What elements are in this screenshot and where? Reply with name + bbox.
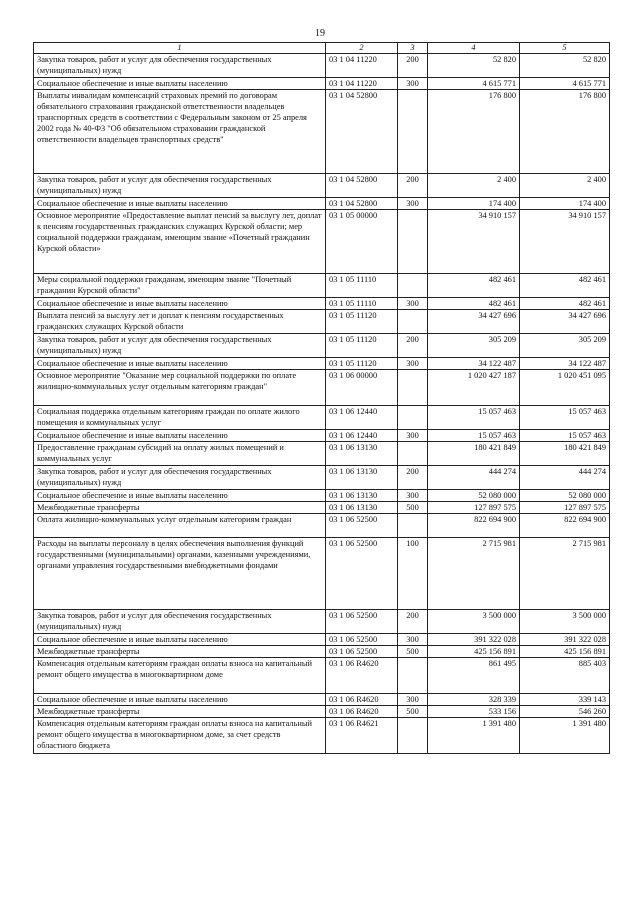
row-expense-type	[398, 442, 428, 466]
row-value-col5: 1 020 451 095	[520, 370, 610, 406]
row-expense-type: 300	[398, 358, 428, 370]
table-row	[34, 694, 610, 706]
row-expense-type: 300	[398, 298, 428, 310]
row-expense-type: 100	[398, 538, 428, 610]
row-value-col5: 15 057 463	[520, 430, 610, 442]
table-row	[34, 706, 610, 718]
page-number: 19	[315, 28, 325, 39]
header-col-4: 4	[428, 43, 520, 54]
row-code: 03 1 06 12440	[326, 406, 398, 430]
row-value-col5: 15 057 463	[520, 406, 610, 430]
row-value-col4: 15 057 463	[428, 430, 520, 442]
row-name: Социальное обеспечение и иные выплаты населению	[34, 430, 326, 442]
row-value-col5: 52 820	[520, 54, 610, 78]
row-value-col4: 1 020 427 187	[428, 370, 520, 406]
row-name: Межбюджетные трансферты	[34, 706, 326, 718]
row-value-col4: 34 910 157	[428, 210, 520, 274]
row-value-col5: 546 260	[520, 706, 610, 718]
table-row	[34, 442, 610, 466]
row-name: Закупка товаров, работ и услуг для обеспечения государственных (муниципальных) нужд	[34, 334, 326, 358]
row-code: 03 1 06 00000	[326, 370, 398, 406]
header-col-5: 5	[520, 43, 610, 54]
row-name: Социальное обеспечение и иные выплаты населению	[34, 694, 326, 706]
table-row	[34, 210, 610, 274]
table-row	[34, 610, 610, 634]
table-row	[34, 370, 610, 406]
row-code: 03 1 06 52500	[326, 538, 398, 610]
row-value-col5: 34 427 696	[520, 310, 610, 334]
row-value-col5: 52 080 000	[520, 490, 610, 502]
row-expense-type	[398, 274, 428, 298]
row-value-col4: 3 500 000	[428, 610, 520, 634]
table-row	[34, 466, 610, 490]
table-row	[34, 646, 610, 658]
row-code: 03 1 04 11220	[326, 54, 398, 78]
table-row	[34, 334, 610, 358]
row-name: Компенсация отдельным категориям граждан оплаты взноса на капитальный ремонт общего имущества в многоквартирном доме, за счет средств областного бюджета	[34, 718, 326, 754]
row-code: 03 1 06 R4621	[326, 718, 398, 754]
table-row	[34, 538, 610, 610]
row-expense-type: 200	[398, 174, 428, 198]
row-value-col4: 533 156	[428, 706, 520, 718]
row-value-col5: 444 274	[520, 466, 610, 490]
row-value-col5: 425 156 891	[520, 646, 610, 658]
row-code: 03 1 06 R4620	[326, 658, 398, 694]
row-value-col5: 339 143	[520, 694, 610, 706]
table-row	[34, 174, 610, 198]
table-row	[34, 406, 610, 430]
row-code: 03 1 06 52500	[326, 646, 398, 658]
row-name: Социальное обеспечение и иные выплаты населению	[34, 78, 326, 90]
row-code: 03 1 04 52800	[326, 174, 398, 198]
table-row	[34, 718, 610, 754]
row-code: 03 1 04 52800	[326, 198, 398, 210]
row-value-col4: 174 400	[428, 198, 520, 210]
row-name: Основное мероприятие "Оказание мер социальной поддержки по оплате жилищно-коммунальных услуг отдельным категориям граждан"	[34, 370, 326, 406]
table-row	[34, 274, 610, 298]
budget-table	[33, 42, 610, 754]
row-value-col4: 2 715 981	[428, 538, 520, 610]
row-value-col4: 34 122 487	[428, 358, 520, 370]
row-value-col4: 328 339	[428, 694, 520, 706]
row-expense-type: 500	[398, 502, 428, 514]
row-value-col4: 305 209	[428, 334, 520, 358]
table-row	[34, 90, 610, 174]
row-value-col5: 3 500 000	[520, 610, 610, 634]
row-code: 03 1 06 13130	[326, 490, 398, 502]
row-name: Компенсация отдельным категориям граждан оплаты взноса на капитальный ремонт общего имущества в многоквартирном доме	[34, 658, 326, 694]
row-value-col4: 2 400	[428, 174, 520, 198]
row-expense-type	[398, 406, 428, 430]
row-name: Социальное обеспечение и иные выплаты населению	[34, 490, 326, 502]
row-expense-type	[398, 310, 428, 334]
table-row	[34, 502, 610, 514]
table-row	[34, 658, 610, 694]
row-code: 03 1 06 R4620	[326, 706, 398, 718]
row-expense-type: 500	[398, 706, 428, 718]
row-value-col5: 34 910 157	[520, 210, 610, 274]
table-row	[34, 54, 610, 78]
row-name: Социальное обеспечение и иные выплаты населению	[34, 358, 326, 370]
row-name: Выплаты инвалидам компенсаций страховых премий по договорам обязательного страхования гражданской ответственности владельцев транспортных средств в соответствии с Федеральным законом от 25 апреля 2002 года № 40-ФЗ "Об обязательном страховании гражданской ответственности владельцев транспортных средств"	[34, 90, 326, 174]
row-value-col5: 2 715 981	[520, 538, 610, 610]
row-value-col5: 482 461	[520, 274, 610, 298]
row-expense-type	[398, 718, 428, 754]
table-row	[34, 310, 610, 334]
row-code: 03 1 06 13130	[326, 442, 398, 466]
row-value-col4: 482 461	[428, 274, 520, 298]
row-value-col4: 34 427 696	[428, 310, 520, 334]
table-row	[34, 514, 610, 538]
row-value-col4: 52 080 000	[428, 490, 520, 502]
row-value-col4: 425 156 891	[428, 646, 520, 658]
row-value-col5: 176 800	[520, 90, 610, 174]
header-col-1: 1	[34, 43, 326, 54]
row-expense-type: 300	[398, 694, 428, 706]
row-expense-type	[398, 90, 428, 174]
row-value-col4: 1 391 480	[428, 718, 520, 754]
row-code: 03 1 06 52500	[326, 514, 398, 538]
row-expense-type: 200	[398, 334, 428, 358]
row-value-col4: 15 057 463	[428, 406, 520, 430]
row-code: 03 1 05 11120	[326, 334, 398, 358]
row-name: Расходы на выплаты персоналу в целях обеспечения выполнения функций государственными (муниципальными) органами, казенными учреждениями, органами управления государственными внебюджетными фондами	[34, 538, 326, 610]
row-name: Социальное обеспечение и иные выплаты населению	[34, 634, 326, 646]
row-value-col4: 176 800	[428, 90, 520, 174]
row-expense-type: 500	[398, 646, 428, 658]
row-code: 03 1 06 52500	[326, 634, 398, 646]
table-row	[34, 198, 610, 210]
row-code: 03 1 06 12440	[326, 430, 398, 442]
row-value-col5: 885 403	[520, 658, 610, 694]
row-name: Межбюджетные трансферты	[34, 646, 326, 658]
row-value-col5: 391 322 028	[520, 634, 610, 646]
row-name: Межбюджетные трансферты	[34, 502, 326, 514]
row-expense-type: 300	[398, 490, 428, 502]
table-row	[34, 430, 610, 442]
row-value-col5: 1 391 480	[520, 718, 610, 754]
row-value-col5: 127 897 575	[520, 502, 610, 514]
row-name: Выплата пенсий за выслугу лет и доплат к пенсиям государственных гражданских служащих Курской области	[34, 310, 326, 334]
table-row	[34, 298, 610, 310]
row-value-col5: 174 400	[520, 198, 610, 210]
row-value-col4: 4 615 771	[428, 78, 520, 90]
row-value-col4: 52 820	[428, 54, 520, 78]
row-code: 03 1 05 11120	[326, 310, 398, 334]
row-expense-type	[398, 370, 428, 406]
table-row	[34, 634, 610, 646]
header-col-3: 3	[398, 43, 428, 54]
row-code: 03 1 05 00000	[326, 210, 398, 274]
row-value-col4: 444 274	[428, 466, 520, 490]
row-code: 03 1 06 R4620	[326, 694, 398, 706]
row-value-col4: 482 461	[428, 298, 520, 310]
header-col-2: 2	[326, 43, 398, 54]
row-expense-type	[398, 514, 428, 538]
row-value-col5: 180 421 849	[520, 442, 610, 466]
row-name: Основное мероприятие «Предоставление выплат пенсий за выслугу лет, доплат к пенсиям государственных гражданских служащих Курской области; мер социальной поддержки гражданам, имеющим звание «Почетный гражданин Курской области»	[34, 210, 326, 274]
row-name: Закупка товаров, работ и услуг для обеспечения государственных (муниципальных) нужд	[34, 54, 326, 78]
row-expense-type: 200	[398, 54, 428, 78]
row-expense-type: 300	[398, 78, 428, 90]
row-code: 03 1 06 13130	[326, 466, 398, 490]
row-name: Закупка товаров, работ и услуг для обеспечения государственных (муниципальных) нужд	[34, 174, 326, 198]
row-code: 03 1 06 52500	[326, 610, 398, 634]
row-value-col4: 391 322 028	[428, 634, 520, 646]
row-code: 03 1 05 11120	[326, 358, 398, 370]
row-code: 03 1 04 11220	[326, 78, 398, 90]
row-name: Оплата жилищно-коммунальных услуг отдельным категориям граждан	[34, 514, 326, 538]
row-code: 03 1 05 11110	[326, 298, 398, 310]
row-expense-type	[398, 210, 428, 274]
row-code: 03 1 04 52800	[326, 90, 398, 174]
row-name: Закупка товаров, работ и услуг для обеспечения государственных (муниципальных) нужд	[34, 466, 326, 490]
row-name: Закупка товаров, работ и услуг для обеспечения государственных (муниципальных) нужд	[34, 610, 326, 634]
row-value-col5: 34 122 487	[520, 358, 610, 370]
row-expense-type: 300	[398, 198, 428, 210]
row-name: Предоставление гражданам субсидий на оплату жилых помещений и коммунальных услуг	[34, 442, 326, 466]
row-value-col5: 305 209	[520, 334, 610, 358]
row-code: 03 1 06 13130	[326, 502, 398, 514]
row-expense-type: 200	[398, 466, 428, 490]
row-name: Социальное обеспечение и иные выплаты населению	[34, 198, 326, 210]
row-expense-type: 300	[398, 634, 428, 646]
row-value-col4: 861 495	[428, 658, 520, 694]
row-value-col4: 822 694 900	[428, 514, 520, 538]
row-name: Социальная поддержка отдельным категориям граждан по оплате жилого помещения и коммунальных услуг	[34, 406, 326, 430]
row-value-col5: 2 400	[520, 174, 610, 198]
row-value-col5: 482 461	[520, 298, 610, 310]
row-code: 03 1 05 11110	[326, 274, 398, 298]
table-row	[34, 490, 610, 502]
row-expense-type	[398, 658, 428, 694]
row-expense-type: 300	[398, 430, 428, 442]
table-header-row	[34, 43, 610, 54]
table-row	[34, 358, 610, 370]
row-name: Социальное обеспечение и иные выплаты населению	[34, 298, 326, 310]
row-value-col5: 822 694 900	[520, 514, 610, 538]
row-value-col5: 4 615 771	[520, 78, 610, 90]
table-row	[34, 78, 610, 90]
row-value-col4: 127 897 575	[428, 502, 520, 514]
row-value-col4: 180 421 849	[428, 442, 520, 466]
row-expense-type: 200	[398, 610, 428, 634]
row-name: Меры социальной поддержки гражданам, имеющим звание "Почетный гражданин Курской области"	[34, 274, 326, 298]
